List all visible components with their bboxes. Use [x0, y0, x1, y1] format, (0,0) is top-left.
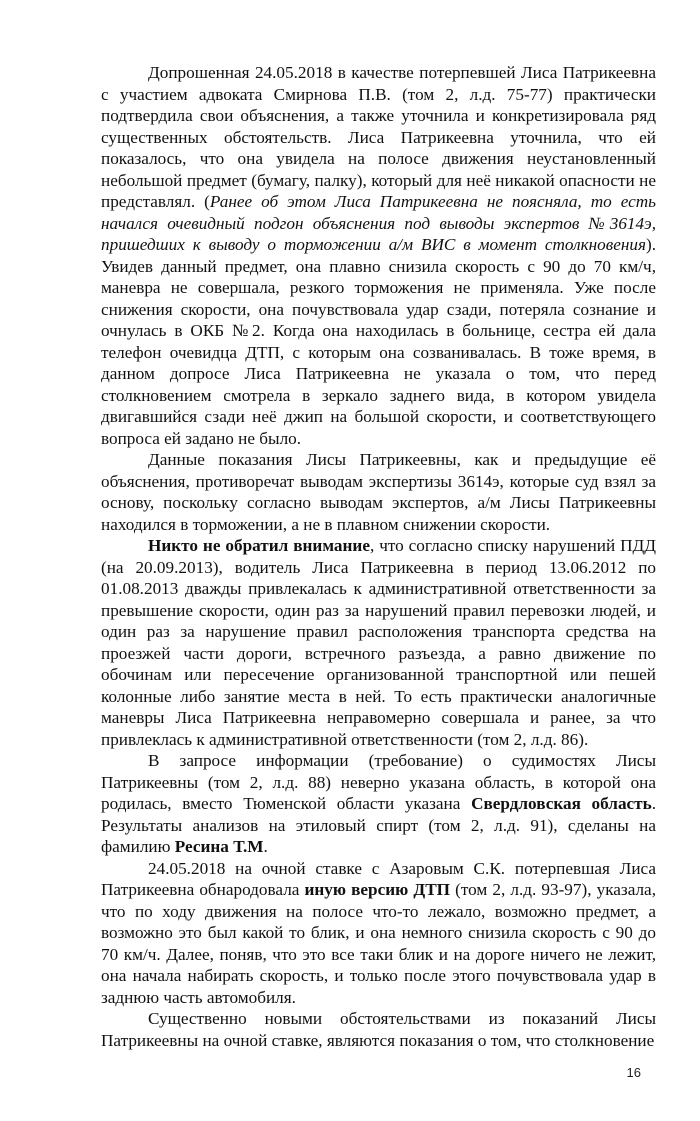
bold-text: Никто не обратил внимание	[148, 536, 370, 555]
text-segment: (том 2, л.д. 93-97), указала, что по ходу движения на полосе что-то лежало, возможно предмет, а возможно это был какой то блик, и она немного снизила скорость с 90 до 70 км/ч. Далее, поняв, что это все таки блик и на дороге ничего не лежит, она начала набирать скорость, и только после этого почувствовала удар в заднюю часть автомобиля.	[101, 880, 656, 1007]
text-segment: ). Увидев данный предмет, она плавно снизила скорость с 90 до 70 км/ч, маневра не совершала, резкого торможения не применяла. Уже после снижения скорости, она почувствовала удар сзади, потеряла сознание и очнулась в ОКБ №2. Когда она находилась в больнице, сестра ей дала телефон очевидца ДТП, с которым она созванивалась. В тоже время, в данном допросе Лиса Патрикеевна не указала о том, что перед столкновением смотрела в зеркало заднего вида, в котором увидела двигавшийся сзади неё джип на большой скорости, и соответствующего вопроса ей задано не было.	[101, 235, 656, 448]
italic-text: Ранее об этом Лиса Патрикеевна не поясняла, то есть начался очевидный подгон объяснения под выводы экспертов №3614э, пришедших к выводу о торможении а/м ВИС в момент столкновения	[101, 192, 656, 254]
text-segment: Данные показания Лисы Патрикеевны, как и предыдущие её объяснения, противоречат выводам экспертизы 3614э, которые суд взял за основу, поскольку согласно выводам экспертов, а/м Лисы Патрикеевны находился в торможении, а не в плавном снижении скорости.	[101, 450, 656, 534]
bold-text: Свердловская область	[471, 794, 652, 813]
text-segment: 24.05.2018 на очной ставке с Азаровым С.К. потерпевшая Лиса Патрикеевна обнародовала	[101, 858, 656, 899]
text-segment: Допрошенная 24.05.2018 в качестве потерпевшей Лиса Патрикеевна с участием адвоката Смирнова П.В. (том 2, л.д. 75-77) практически подтвердила свои объяснения, а также уточнила и конкретизировала ряд существенных обстоятельств. Лиса Патрикеевна уточнила, что ей показалось, что она увидела на полосе движения неустановленный небольшой предмет (бумагу, палку), который для неё никакой опасности не представлял. (	[101, 63, 656, 211]
text-segment: Существенно новыми обстоятельствами из показаний Лисы Патрикеевны на очной ставке, являются показания о том, что столкновение	[101, 1009, 656, 1050]
text-segment: . Результаты анализов на этиловый спирт (том 2, л.д. 91), сделаны на фамилию	[101, 794, 656, 856]
paragraph	[101, 62, 656, 449]
text-segment: В запросе информации (требование) о судимостях Лисы Патрикеевны (том 2, л.д. 88) неверно указана область, в которой она родилась, вместо Тюменской области указана	[101, 751, 656, 813]
paragraph	[101, 750, 656, 858]
paragraph	[101, 449, 656, 535]
bold-text: Ресина Т.М	[174, 837, 264, 856]
document-body	[101, 62, 656, 1051]
text-segment: .	[263, 837, 268, 856]
bold-text: иную версию ДТП	[304, 880, 451, 899]
paragraph	[101, 1008, 656, 1051]
paragraph	[101, 858, 656, 1009]
paragraph	[101, 535, 656, 750]
page-number: 16	[626, 1065, 641, 1080]
text-segment: , что согласно списку нарушений ПДД (на 20.09.2013), водитель Лиса Патрикеевна в период 13.06.2012 по 01.08.2013 дважды привлекалась к административной ответственности за превышение скорости, один раз за нарушений правил перевозки людей, и один раз за нарушение правил расположения транспорта средства на проезжей части дороги, встречного разъезда, а равно движение по обочинам или пересечение организованной транспортной или пешей колонные либо занятие места в ней. То есть практически аналогичные маневры Лиса Патрикеевна неправомерно совершала и ранее, за что привлеклась к административной ответственности (том 2, л.д. 86).	[101, 536, 656, 749]
